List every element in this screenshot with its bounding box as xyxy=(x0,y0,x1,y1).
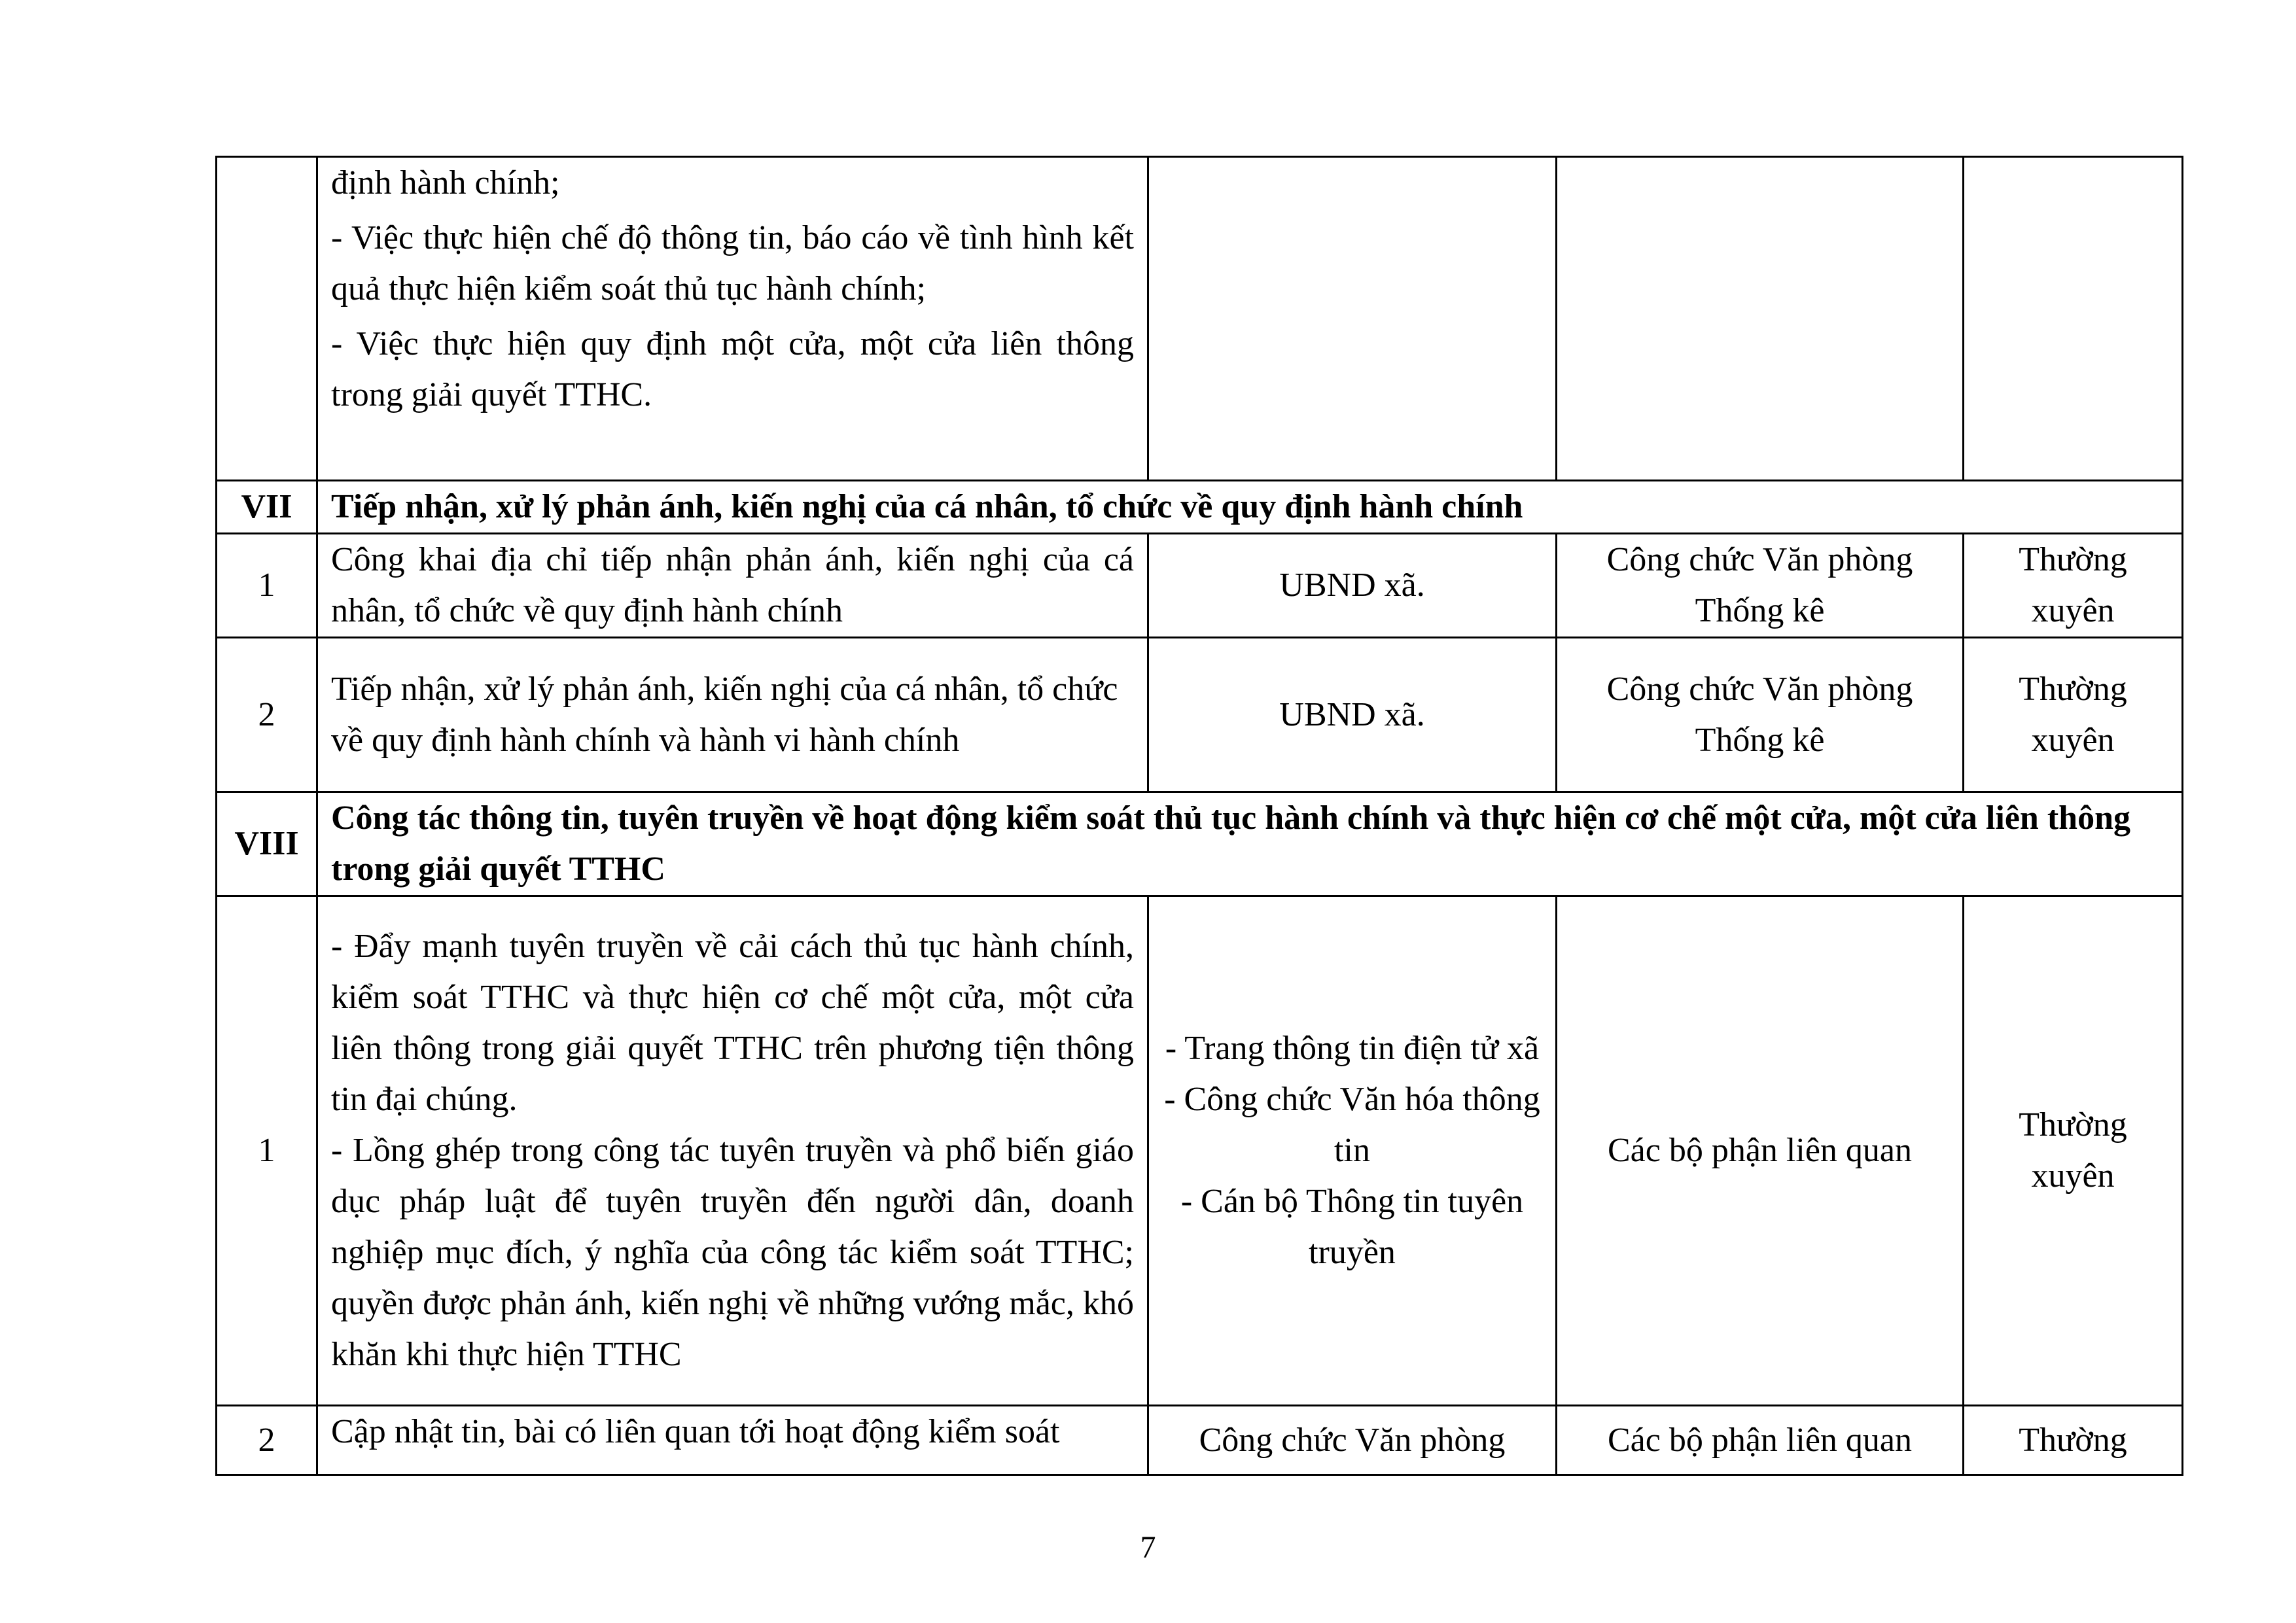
support-unit: Công chức Văn phòng Thống kê xyxy=(1557,638,1964,792)
row-number-cell xyxy=(217,157,317,481)
support-unit: Các bộ phận liên quan xyxy=(1557,896,1964,1406)
lead-unit-line: - Công chức Văn hóa thông tin xyxy=(1164,1081,1540,1169)
task-text: Công khai địa chỉ tiếp nhận phản ánh, kiến nghị của cá nhân, tổ chức về quy định hành chính xyxy=(317,534,1148,638)
section-header-row xyxy=(217,481,2183,534)
section-title: Tiếp nhận, xử lý phản ánh, kiến nghị của cá nhân, tổ chức về quy định hành chính xyxy=(317,481,2183,534)
section-title: Công tác thông tin, tuyên truyền về hoạt động kiểm soát thủ tục hành chính và thực hiện cơ chế một cửa, một cửa liên thông trong giải quyết TTHC xyxy=(317,792,2183,896)
time-frame: Thường xuyên xyxy=(1964,896,2183,1406)
support-unit: Công chức Văn phòng Thống kê xyxy=(1557,534,1964,638)
section-header-row xyxy=(217,792,2183,896)
task-line: - Việc thực hiện quy định một cửa, một cửa liên thông trong giải quyết TTHC. xyxy=(331,325,1134,413)
task-cell xyxy=(317,896,1148,1406)
row-number: 2 xyxy=(217,1406,317,1475)
row-number: 1 xyxy=(217,896,317,1406)
lead-unit: Công chức Văn phòng xyxy=(1148,1406,1557,1475)
support-unit-cell xyxy=(1557,157,1964,481)
plan-table xyxy=(215,156,2183,1476)
task-text: Cập nhật tin, bài có liên quan tới hoạt động kiểm soát xyxy=(317,1406,1148,1475)
time-frame: Thường xyxy=(1964,1406,2183,1475)
lead-unit-line: - Trang thông tin điện tử xã xyxy=(1165,1030,1540,1067)
task-line: - Việc thực hiện chế độ thông tin, báo cáo về tình hình kết quả thực hiện kiểm soát thủ tục hành chính; xyxy=(331,219,1134,307)
task-cell xyxy=(317,157,1148,481)
row-number: 2 xyxy=(217,638,317,792)
lead-unit-line: - Cán bộ Thông tin tuyên truyền xyxy=(1180,1183,1524,1271)
section-number: VIII xyxy=(217,792,317,896)
lead-unit-cell xyxy=(1148,896,1557,1406)
table-row xyxy=(217,896,2183,1406)
table-row xyxy=(217,157,2183,481)
page-number: 7 xyxy=(1140,1530,1156,1565)
time-cell xyxy=(1964,157,2183,481)
time-frame: Thường xuyên xyxy=(1964,534,2183,638)
lead-unit-cell xyxy=(1148,157,1557,481)
table-row xyxy=(217,534,2183,638)
row-number: 1 xyxy=(217,534,317,638)
task-text: Tiếp nhận, xử lý phản ánh, kiến nghị của cá nhân, tổ chức về quy định hành chính và hành vi hành chính xyxy=(317,638,1148,792)
task-line: - Đẩy mạnh tuyên truyền về cải cách thủ tục hành chính, kiểm soát TTHC và thực hiện cơ chế một cửa, một cửa liên thông trong giải quyết TTHC trên phương tiện thông tin đại chúng. xyxy=(331,928,1134,1118)
time-frame: Thường xuyên xyxy=(1964,638,2183,792)
section-number: VII xyxy=(217,481,317,534)
lead-unit: UBND xã. xyxy=(1148,534,1557,638)
table-row xyxy=(217,1406,2183,1475)
support-unit: Các bộ phận liên quan xyxy=(1557,1406,1964,1475)
lead-unit: UBND xã. xyxy=(1148,638,1557,792)
table-row xyxy=(217,638,2183,792)
task-line: - Lồng ghép trong công tác tuyên truyền và phổ biến giáo dục pháp luật để tuyên truyền đến người dân, doanh nghiệp mục đích, ý nghĩa của công tác kiểm soát TTHC; quyền được phản ánh, kiến nghị về những vướng mắc, khó khăn khi thực hiện TTHC xyxy=(331,1132,1134,1373)
task-line: định hành chính; xyxy=(331,164,560,201)
